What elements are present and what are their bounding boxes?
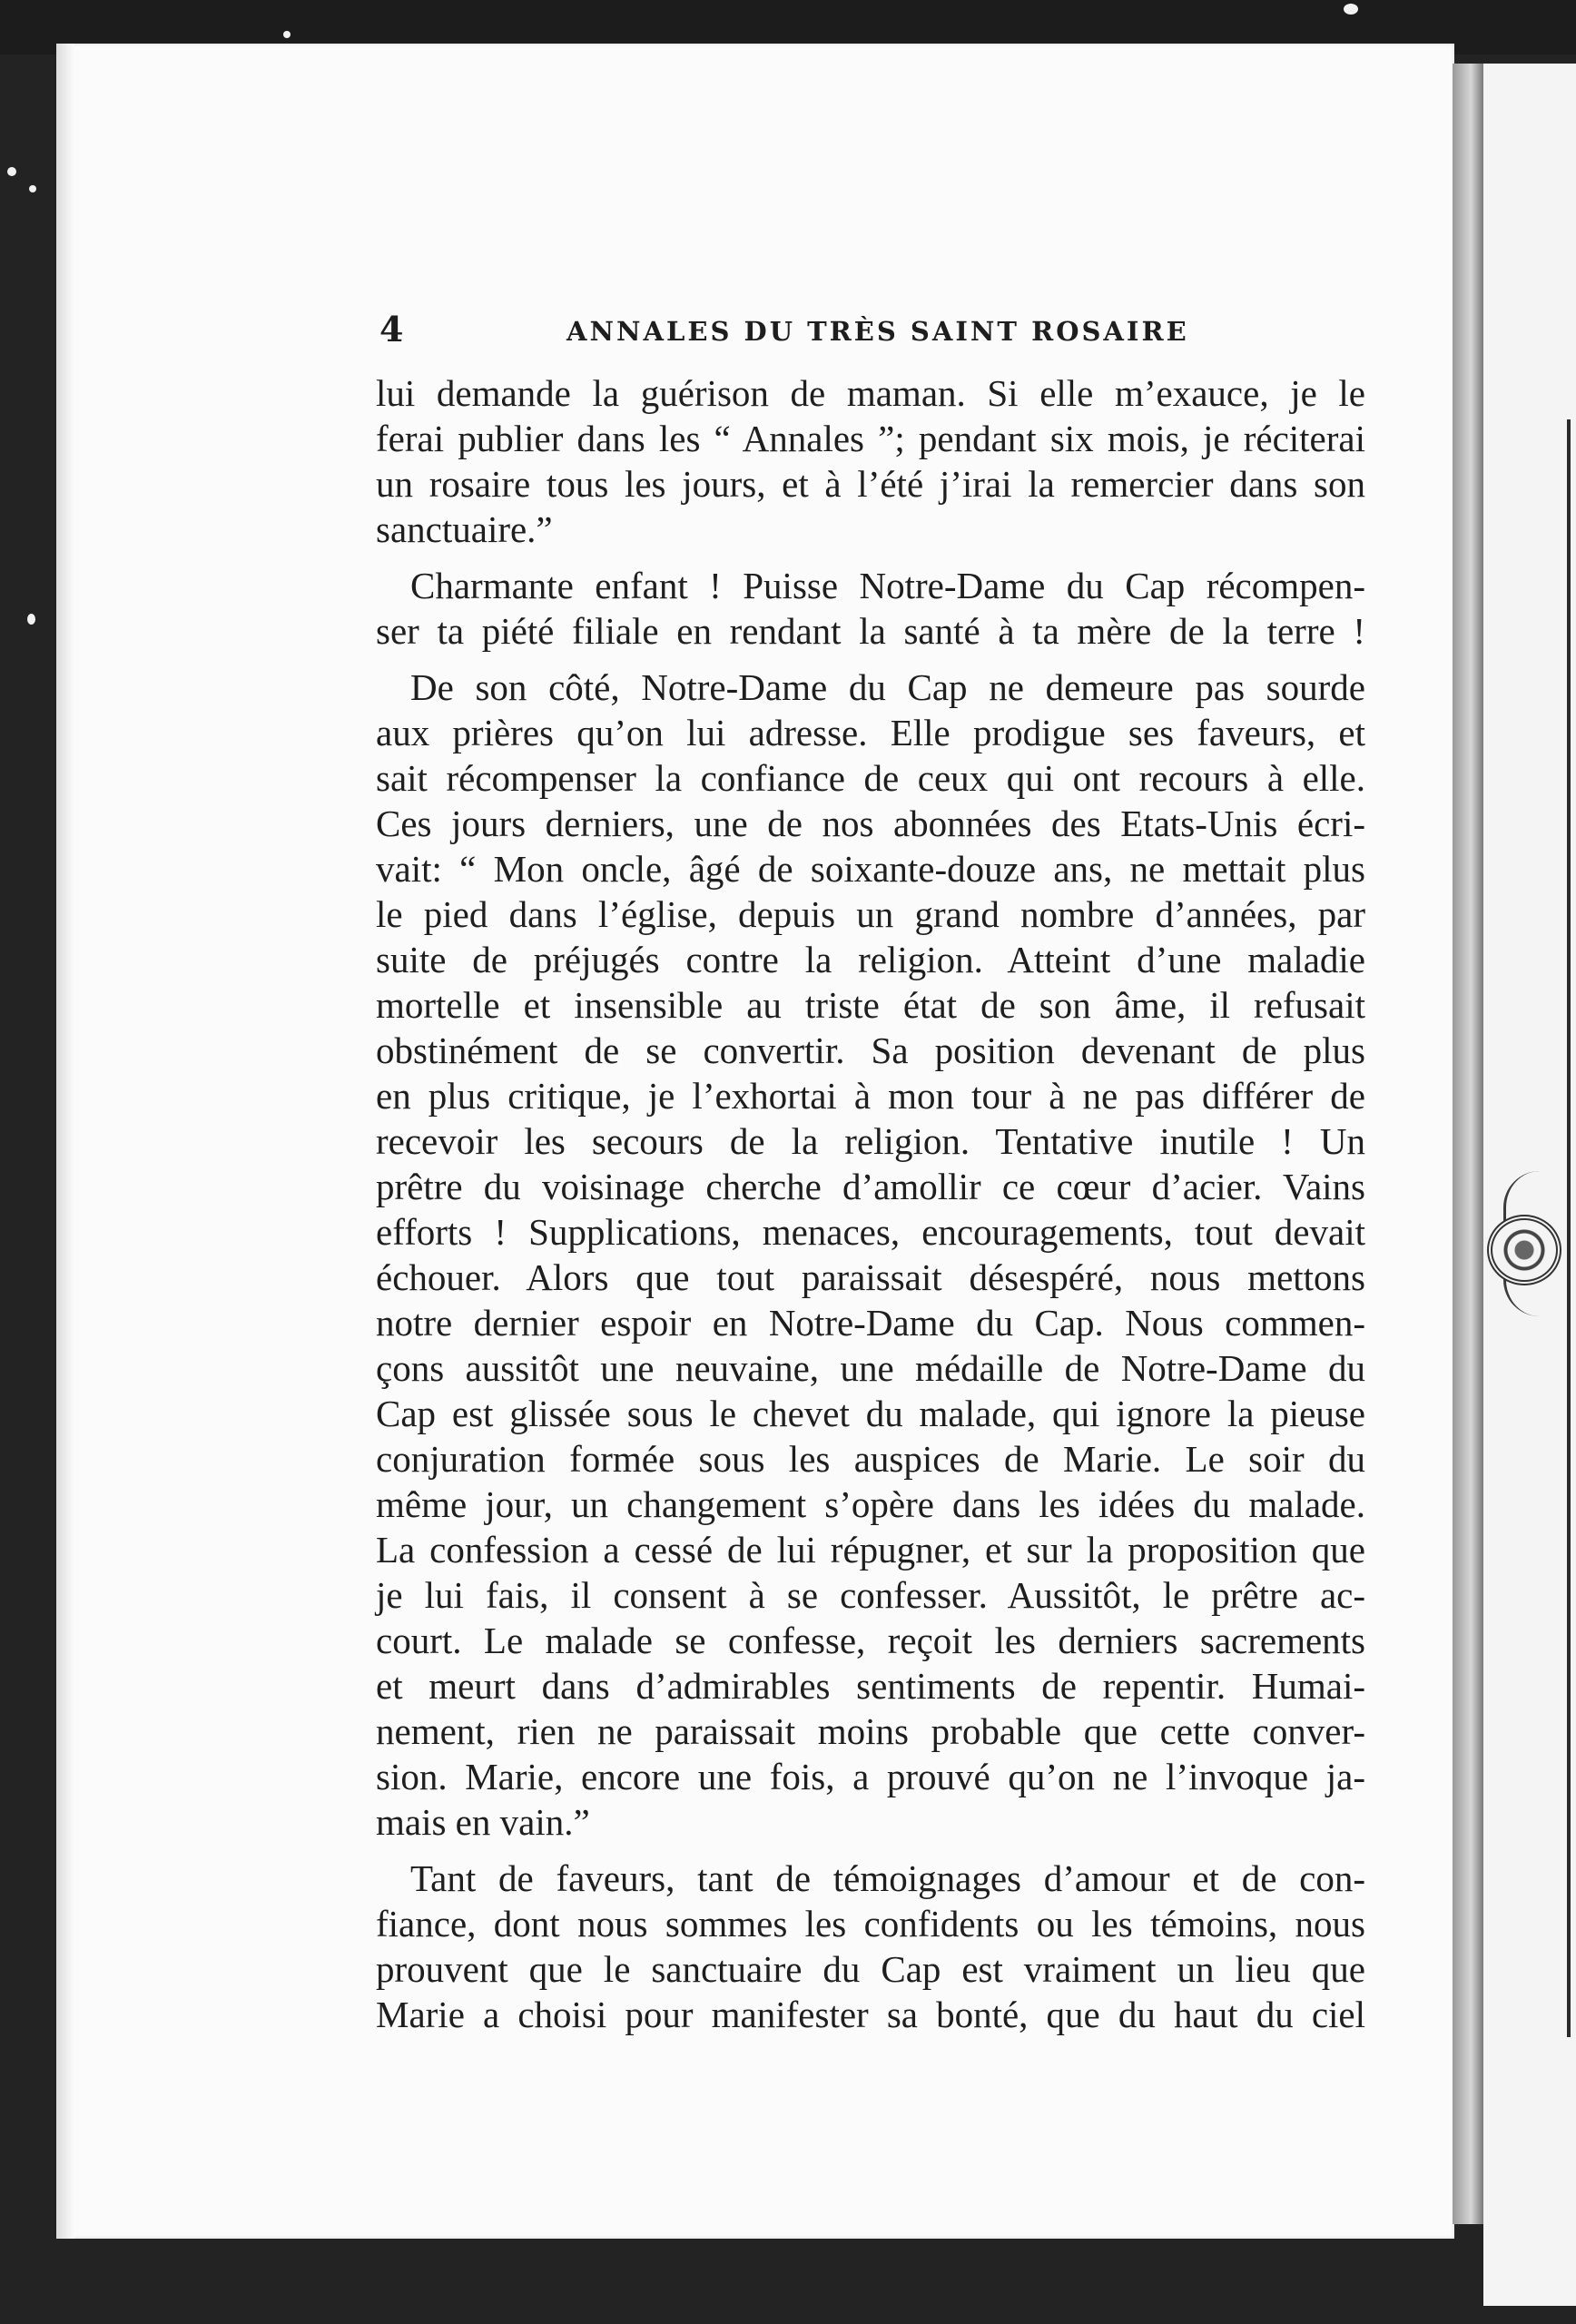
text-line: De son côté, Notre-Dame du Cap ne demeure pas sourde (410, 666, 1365, 708)
text-line: court. Le malade se confesse, reçoit les derniers sacrements (376, 1620, 1365, 1661)
scan-speck (1344, 4, 1358, 15)
text-line: mortelle et insensible au triste état de son âme, il refusait (376, 984, 1365, 1026)
text-line: La confession a cessé de lui répugner, et sur la proposition que (376, 1529, 1365, 1571)
page-content (376, 309, 1365, 2048)
text-line: Charmante enfant ! Puisse Notre-Dame du Cap récompen- (410, 565, 1365, 606)
text-line: un rosaire tous les jours, et à l’été j’irai la remercier dans son (376, 463, 1365, 505)
text-line: recevoir les secours de la religion. Tentative inutile ! Un (376, 1120, 1365, 1162)
text-line: le pied dans l’église, depuis un grand nombre d’années, par (376, 893, 1365, 935)
text-line: çons aussitôt une neuvaine, une médaille de Notre-Dame du (376, 1347, 1365, 1389)
text-line: fiance, dont nous sommes les confidents ou les témoins, nous (376, 1903, 1365, 1945)
page-fold-shadow (56, 44, 74, 2239)
text-line: sait récompenser la confiance de ceux qui ont recours à elle. (376, 757, 1365, 799)
text-line: mais en vain.” (376, 1801, 590, 1843)
scan-speck (29, 185, 36, 192)
ornament-rosette-icon (1487, 1215, 1561, 1285)
scan-speck (27, 614, 35, 625)
text-line: et meurt dans d’admirables sentiments de repentir. Humai- (376, 1665, 1365, 1707)
text-line: lui demande la guérison de maman. Si elle m’exauce, je le (376, 372, 1365, 414)
text-line: en plus critique, je l’exhortai à mon tour à ne pas différer de (376, 1075, 1365, 1117)
text-line: échouer. Alors que tout paraissait désespéré, nous mettons (376, 1256, 1365, 1298)
page-edge (1453, 64, 1483, 2224)
scan-speck (283, 31, 291, 38)
text-line: même jour, un changement s’opère dans les idées du malade. (376, 1483, 1365, 1525)
adjacent-page (1483, 64, 1576, 2306)
text-line: ser ta piété filiale en rendant la santé à ta mère de la terre ! (376, 610, 1365, 652)
text-line: prêtre du voisinage cherche d’amollir ce cœur d’acier. Vains (376, 1166, 1365, 1207)
text-line: nement, rien ne paraissait moins probable que cette conver- (376, 1710, 1365, 1752)
running-title: ANNALES DU TRÈS SAINT ROSAIRE (566, 316, 1189, 347)
text-line: Ces jours derniers, une de nos abonnées des Etats-Unis écri- (376, 803, 1365, 844)
text-line: Cap est glissée sous le chevet du malade, qui ignore la pieuse (376, 1393, 1365, 1434)
page-number: 4 (379, 309, 404, 350)
text-line: Tant de faveurs, tant de témoignages d’amour et de con- (410, 1857, 1365, 1899)
text-line: prouvent que le sanctuaire du Cap est vraiment un lieu que (376, 1948, 1365, 1990)
text-line: suite de préjugés contre la religion. Atteint d’une maladie (376, 939, 1365, 980)
paragraph-1 (376, 370, 1365, 552)
running-header (376, 309, 1365, 363)
text-line: aux prières qu’on lui adresse. Elle prodigue ses faveurs, et (376, 712, 1365, 753)
text-line: sanctuaire.” (376, 508, 553, 550)
text-line: ferai publier dans les “ Annales ”; pendant six mois, je réciterai (376, 418, 1365, 459)
text-line: obstinément de se convertir. Sa position devenant de plus (376, 1029, 1365, 1071)
text-line: conjuration formée sous les auspices de Marie. Le soir du (376, 1438, 1365, 1480)
text-line: vait: “ Mon oncle, âgé de soixante-douze ans, ne mettait plus (376, 848, 1365, 890)
text-line: sion. Marie, encore une fois, a prouvé qu’on ne l’invoque ja- (376, 1756, 1365, 1797)
paragraph-3 (376, 665, 1365, 1845)
text-line: notre dernier espoir en Notre-Dame du Cap. Nous commen- (376, 1302, 1365, 1344)
paragraph-4 (376, 1856, 1365, 2037)
text-line: Marie a choisi pour manifester sa bonté, que du haut du ciel (376, 1994, 1365, 2035)
scan-speck (7, 167, 16, 176)
text-line: je lui fais, il consent à se confesser. Aussitôt, le prêtre ac- (376, 1574, 1365, 1616)
paragraph-2 (376, 563, 1365, 654)
text-line: efforts ! Supplications, menaces, encouragements, tout devait (376, 1211, 1365, 1253)
